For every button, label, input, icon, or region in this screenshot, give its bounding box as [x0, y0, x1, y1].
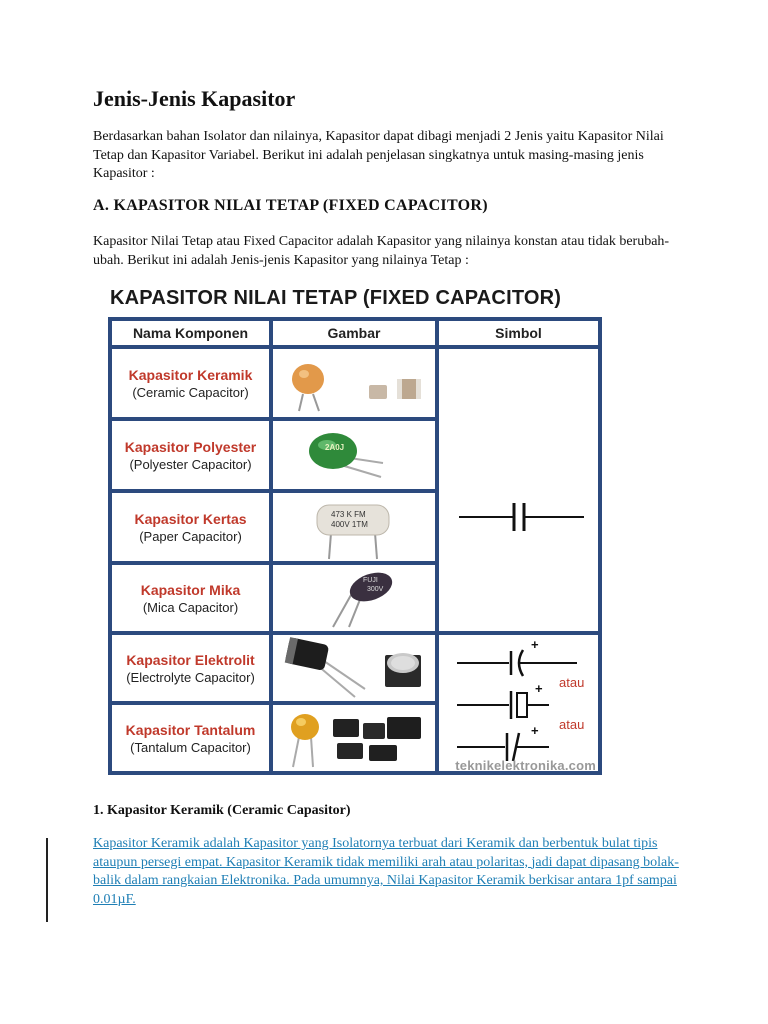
watermark: teknikelektronika.com	[455, 758, 596, 773]
row-tantalum-image	[273, 705, 435, 771]
ceramic-capacitor-icon	[273, 349, 435, 417]
polyester-capacitor-icon	[273, 421, 435, 489]
header-gambar: Gambar	[327, 325, 381, 341]
fixed-capacitor-figure	[102, 285, 606, 777]
plus-sign-3: +	[531, 723, 539, 738]
row-tantalum-name: Kapasitor Tantalum (Tantalum Capacitor)	[112, 705, 269, 771]
row-mica-image	[273, 565, 435, 631]
header-simbol: Simbol	[495, 325, 542, 341]
row-electrolyte-image	[273, 635, 435, 701]
nonpolar-capacitor-symbol-icon	[439, 349, 598, 631]
mica-mark-2: 300V	[367, 586, 384, 593]
atau-label-1: atau	[559, 675, 585, 690]
mica-capacitor-icon	[273, 565, 435, 631]
paper-mark-1: 473 K FM	[331, 510, 366, 519]
ceramic-description-link[interactable]: Kapasitor Keramik adalah Kapasitor yang Isolatornya terbuat dari Keramik dan berbentuk bulat tipis ataupun persegi empat. Kapasitor Keramik tidak memiliki arah atau polaritas, jadi dapat dipasang bolak-balik dalam rangkaian Elektronika. Pada umumnya, Nilai Kapasitor Keramik berkisar antara 1pf sampai 0.01µF.	[93, 836, 679, 907]
mica-mark-1: FUJI	[363, 577, 378, 584]
paper-mark-2: 400V 1TM	[331, 520, 368, 529]
row-electrolyte-name: Kapasitor Elektrolit (Electrolyte Capacitor)	[112, 635, 269, 701]
row-ceramic-image	[273, 349, 435, 417]
row-ceramic-name: Kapasitor Keramik (Ceramic Capacitor)	[112, 349, 269, 417]
row-mica-name: Kapasitor Mika (Mica Capacitor)	[112, 565, 269, 631]
row-polyester-name: Kapasitor Polyester (Polyester Capacitor)	[112, 421, 269, 489]
intro-paragraph: Berdasarkan bahan Isolator dan nilainya, Kapasitor dapat dibagi menjadi 2 Jenis yaitu Kapasitor Nilai Tetap dan Kapasitor Variabel. Berikut ini adalah penjelasan singkatnya untuk masing-masing jenis Kapasitor :	[93, 129, 664, 181]
tantalum-capacitor-icon	[273, 705, 435, 771]
symbol-cell-polar	[439, 635, 598, 771]
electrolytic-capacitor-icon	[273, 635, 435, 701]
figure-title: KAPASITOR NILAI TETAP (FIXED CAPACITOR)	[110, 287, 562, 309]
plus-sign-2: +	[535, 681, 543, 696]
header-nama-komponen: Nama Komponen	[132, 325, 249, 341]
plus-sign-1: +	[531, 637, 539, 652]
section-a-heading: A. KAPASITOR NILAI TETAP (FIXED CAPACITOR)	[93, 197, 488, 214]
symbol-cell-fixed	[439, 349, 598, 631]
capacitor-table	[108, 317, 602, 775]
margin-bar	[46, 838, 48, 922]
row-polyester-image	[273, 421, 435, 489]
row-paper-name: Kapasitor Kertas (Paper Capacitor)	[112, 493, 269, 561]
polyester-mark: 2A0J	[325, 443, 345, 452]
ceramic-sub-heading: 1. Kapasitor Keramik (Ceramic Capasitor)	[93, 803, 351, 818]
section-a-paragraph: Kapasitor Nilai Tetap atau Fixed Capacitor adalah Kapasitor yang nilainya konstan atau tidak berubah-ubah. Berikut ini adalah Jenis-jenis Kapasitor yang nilainya Tetap :	[93, 234, 670, 268]
page-title: Jenis-Jenis Kapasitor	[93, 86, 296, 111]
polarized-capacitor-symbols-icon	[439, 635, 598, 771]
row-paper-image	[273, 493, 435, 561]
atau-label-2: atau	[559, 717, 585, 732]
